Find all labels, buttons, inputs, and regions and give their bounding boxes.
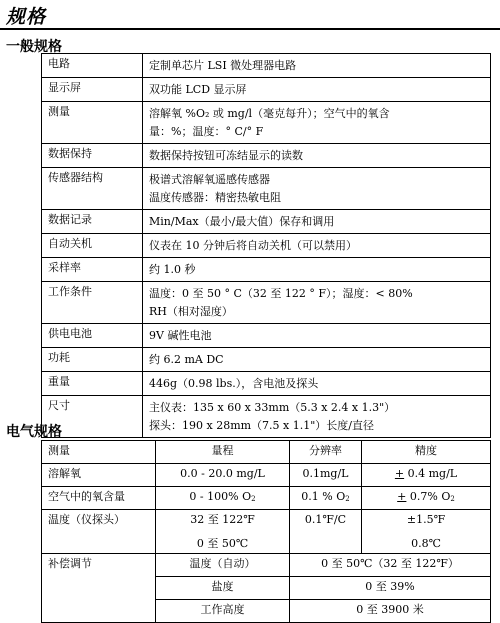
general-spec-heading: 一般规格 — [6, 39, 62, 55]
air-res-value: 0.1 % O — [301, 490, 346, 503]
general-spec-table — [41, 53, 491, 438]
air-label: 空气中的氧含量 — [42, 487, 156, 510]
header-measure: 测量 — [42, 441, 156, 464]
temp-range-c: 0 至 50℃ — [196, 537, 249, 550]
temp-label: 温度（仪探头） — [42, 510, 156, 554]
comp-salinity-name: 盐度 — [156, 577, 290, 600]
do-range: 0.0 - 20.0 mg/L — [156, 464, 290, 487]
air-acc-value: 0.7% O — [406, 490, 451, 503]
spec-value — [143, 102, 491, 144]
spec-label: 自动关机 — [42, 234, 143, 258]
spec-value-line: 约 6.2 mA DC — [149, 353, 224, 366]
spec-value — [143, 258, 491, 282]
air-acc-subscript: 2 — [450, 495, 455, 503]
spec-label: 工作条件 — [42, 282, 143, 324]
row-dissolved-oxygen — [42, 464, 491, 487]
temp-accuracy-c: 0.8℃ — [411, 537, 441, 550]
spec-value — [143, 210, 491, 234]
spec-row — [42, 78, 491, 102]
spec-value-line: 数据保持按钮可冻结显示的读数 — [149, 149, 303, 162]
spec-value-line: 温度传感器：精密热敏电阻 — [149, 191, 281, 204]
temp-resolution: 0.1℉/C — [290, 510, 362, 554]
spec-row — [42, 258, 491, 282]
spec-value-line: 探头：190 x 28mm（7.5 x 1.1"）长度/直径 — [149, 419, 374, 432]
electrical-spec-heading: 电气规格 — [6, 424, 62, 440]
spec-value-line: 约 1.0 秒 — [149, 263, 196, 276]
comp-temp-value: 0 至 50℃（32 至 122℉） — [290, 554, 491, 577]
header-accuracy: 精度 — [362, 441, 491, 464]
spec-label: 数据保持 — [42, 144, 143, 168]
do-accuracy — [362, 464, 491, 487]
spec-value-line: 主仪表：135 x 60 x 33mm（5.3 x 2.4 x 1.3"） — [149, 401, 396, 414]
temp-range-f: 32 至 122℉ — [190, 513, 255, 526]
spec-row — [42, 102, 491, 144]
spec-value — [143, 144, 491, 168]
spec-value-line: 双功能 LCD 显示屏 — [149, 83, 247, 96]
spec-row — [42, 168, 491, 210]
spec-value — [143, 54, 491, 78]
spec-value-line: RH（相对湿度） — [149, 305, 233, 318]
row-air-oxygen — [42, 487, 491, 510]
temp-accuracy-f: ±1.5℉ — [406, 513, 446, 526]
row-temperature — [42, 510, 491, 554]
header-resolution: 分辨率 — [290, 441, 362, 464]
comp-temp-name: 温度（自动） — [156, 554, 290, 577]
spec-value-line: Min/Max（最小/最大值）保存和调用 — [149, 215, 335, 228]
spec-value — [143, 396, 491, 438]
spec-row — [42, 282, 491, 324]
air-accuracy — [362, 487, 491, 510]
air-range — [156, 487, 290, 510]
air-resolution — [290, 487, 362, 510]
comp-altitude-value: 0 至 3900 米 — [290, 600, 491, 623]
spec-value — [143, 168, 491, 210]
comp-altitude-name: 工作高度 — [156, 600, 290, 623]
air-range-value: 0 - 100% O — [189, 490, 252, 503]
spec-label: 尺寸 — [42, 396, 143, 438]
spec-label: 显示屏 — [42, 78, 143, 102]
air-res-subscript: 2 — [345, 495, 350, 503]
spec-value-line: 定制单芯片 LSI 微处理器电路 — [149, 59, 297, 72]
spec-row — [42, 234, 491, 258]
spec-label: 电路 — [42, 54, 143, 78]
air-range-subscript: 2 — [251, 495, 256, 503]
spec-row — [42, 144, 491, 168]
spec-label: 重量 — [42, 372, 143, 396]
spec-label: 数据记录 — [42, 210, 143, 234]
row-compensation-temp — [42, 554, 491, 577]
spec-value-line: 温度：0 至 50 ° C（32 至 122 ° F）；湿度：< 80% — [149, 287, 413, 300]
spec-value-line: 溶解氧 %O₂ 或 mg/l（毫克每升）；空气中的氧含 — [149, 107, 390, 120]
comp-label: 补偿调节 — [42, 554, 156, 623]
spec-label: 功耗 — [42, 348, 143, 372]
spec-value — [143, 324, 491, 348]
spec-row — [42, 324, 491, 348]
electrical-spec-table — [41, 440, 491, 623]
spec-row — [42, 54, 491, 78]
spec-label: 采样率 — [42, 258, 143, 282]
temp-accuracy — [362, 510, 491, 554]
title-rule — [0, 28, 500, 30]
spec-value-line: 极谱式溶解氧遥感传感器 — [149, 173, 270, 186]
spec-row — [42, 348, 491, 372]
spec-value-line: 仪表在 10 分钟后将自动关机（可以禁用） — [149, 239, 357, 252]
spec-label: 测量 — [42, 102, 143, 144]
spec-value — [143, 372, 491, 396]
do-plus-minus: + — [394, 467, 405, 480]
spec-value-line: 9V 碱性电池 — [149, 329, 212, 342]
spec-value — [143, 282, 491, 324]
spec-label: 供电电池 — [42, 324, 143, 348]
spec-row — [42, 372, 491, 396]
do-resolution: 0.1mg/L — [290, 464, 362, 487]
do-label: 溶解氧 — [42, 464, 156, 487]
comp-salinity-value: 0 至 39% — [290, 577, 491, 600]
spec-row — [42, 396, 491, 438]
spec-value-line: 量：%；温度：° C/° F — [149, 125, 264, 138]
page-title: 规格 — [6, 6, 47, 28]
air-plus-minus: + — [397, 490, 407, 503]
header-range: 量程 — [156, 441, 290, 464]
do-accuracy-value: 0.4 mg/L — [404, 467, 458, 480]
spec-value — [143, 348, 491, 372]
spec-value — [143, 234, 491, 258]
temp-range — [156, 510, 290, 554]
electrical-header-row — [42, 441, 491, 464]
spec-value — [143, 78, 491, 102]
spec-label: 传感器结构 — [42, 168, 143, 210]
general-spec-body — [42, 54, 491, 438]
spec-row — [42, 210, 491, 234]
spec-value-line: 446g（0.98 lbs.），含电池及探头 — [149, 377, 319, 390]
